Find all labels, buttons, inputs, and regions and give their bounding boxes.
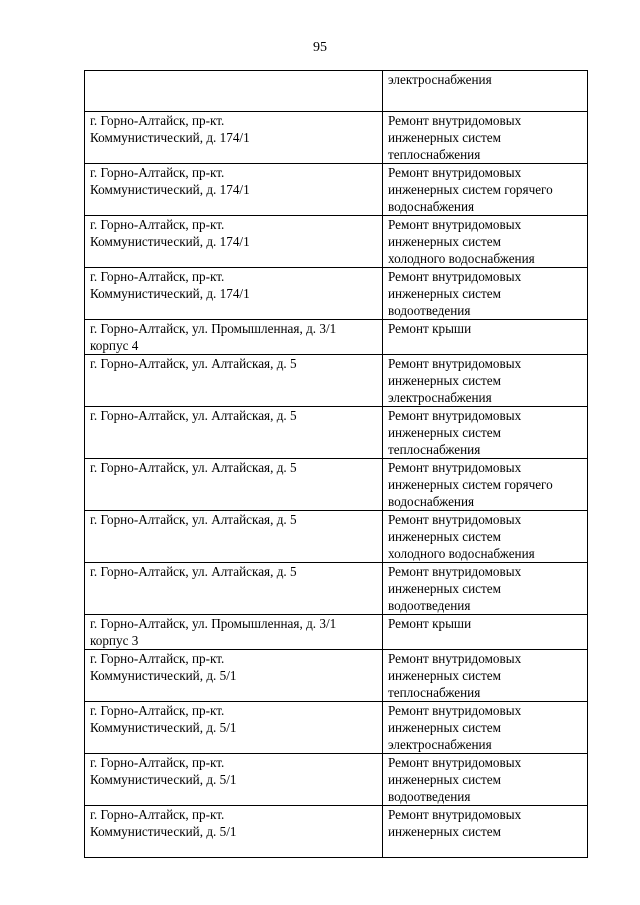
work-type-cell: Ремонт внутридомовых инженерных систем электроснабжения [383, 355, 588, 407]
work-type-cell: Ремонт внутридомовых инженерных систем водоотведения [383, 563, 588, 615]
work-type-cell: электроснабжения [383, 71, 588, 112]
address-cell: г. Горно-Алтайск, ул. Алтайская, д. 5 [85, 407, 383, 459]
work-type-cell: Ремонт внутридомовых инженерных систем [383, 806, 588, 858]
work-type-cell: Ремонт внутридомовых инженерных систем теплоснабжения [383, 407, 588, 459]
table-row [85, 216, 588, 268]
table-row [85, 407, 588, 459]
work-type-cell: Ремонт внутридомовых инженерных систем горячего водоснабжения [383, 459, 588, 511]
address-cell: г. Горно-Алтайск, пр-кт. Коммунистический, д. 174/1 [85, 164, 383, 216]
address-cell: г. Горно-Алтайск, пр-кт. Коммунистический, д. 5/1 [85, 806, 383, 858]
address-cell: г. Горно-Алтайск, пр-кт. Коммунистический, д. 5/1 [85, 754, 383, 806]
address-cell [85, 71, 383, 112]
page-number: 95 [313, 40, 327, 55]
work-type-cell: Ремонт крыши [383, 615, 588, 650]
address-cell: г. Горно-Алтайск, пр-кт. Коммунистический, д. 5/1 [85, 650, 383, 702]
work-type-cell: Ремонт внутридомовых инженерных систем водоотведения [383, 754, 588, 806]
address-cell: г. Горно-Алтайск, ул. Промышленная, д. 3/1 корпус 4 [85, 320, 383, 355]
table-row [85, 806, 588, 858]
address-cell: г. Горно-Алтайск, ул. Алтайская, д. 5 [85, 563, 383, 615]
table-row [85, 459, 588, 511]
table-row [85, 355, 588, 407]
work-type-cell: Ремонт внутридомовых инженерных систем холодного водоснабжения [383, 216, 588, 268]
work-type-cell: Ремонт внутридомовых инженерных систем горячего водоснабжения [383, 164, 588, 216]
table-row [85, 650, 588, 702]
table-row [85, 164, 588, 216]
address-cell: г. Горно-Алтайск, пр-кт. Коммунистический, д. 174/1 [85, 112, 383, 164]
address-cell: г. Горно-Алтайск, пр-кт. Коммунистический, д. 5/1 [85, 702, 383, 754]
table-row [85, 112, 588, 164]
work-type-cell: Ремонт внутридомовых инженерных систем электроснабжения [383, 702, 588, 754]
work-type-cell: Ремонт внутридомовых инженерных систем теплоснабжения [383, 112, 588, 164]
address-cell: г. Горно-Алтайск, пр-кт. Коммунистический, д. 174/1 [85, 268, 383, 320]
table-row [85, 71, 588, 112]
table-row [85, 511, 588, 563]
table-row [85, 702, 588, 754]
work-type-cell: Ремонт внутридомовых инженерных систем холодного водоснабжения [383, 511, 588, 563]
table-row [85, 615, 588, 650]
address-cell: г. Горно-Алтайск, пр-кт. Коммунистический, д. 174/1 [85, 216, 383, 268]
table-row [85, 320, 588, 355]
table-row [85, 563, 588, 615]
address-cell: г. Горно-Алтайск, ул. Алтайская, д. 5 [85, 459, 383, 511]
work-type-cell: Ремонт внутридомовых инженерных систем водоотведения [383, 268, 588, 320]
address-cell: г. Горно-Алтайск, ул. Промышленная, д. 3/1 корпус 3 [85, 615, 383, 650]
table-body [85, 71, 588, 858]
work-type-cell: Ремонт крыши [383, 320, 588, 355]
work-type-cell: Ремонт внутридомовых инженерных систем теплоснабжения [383, 650, 588, 702]
table-row [85, 754, 588, 806]
address-cell: г. Горно-Алтайск, ул. Алтайская, д. 5 [85, 355, 383, 407]
repair-schedule-table [84, 70, 588, 858]
table-row [85, 268, 588, 320]
address-cell: г. Горно-Алтайск, ул. Алтайская, д. 5 [85, 511, 383, 563]
